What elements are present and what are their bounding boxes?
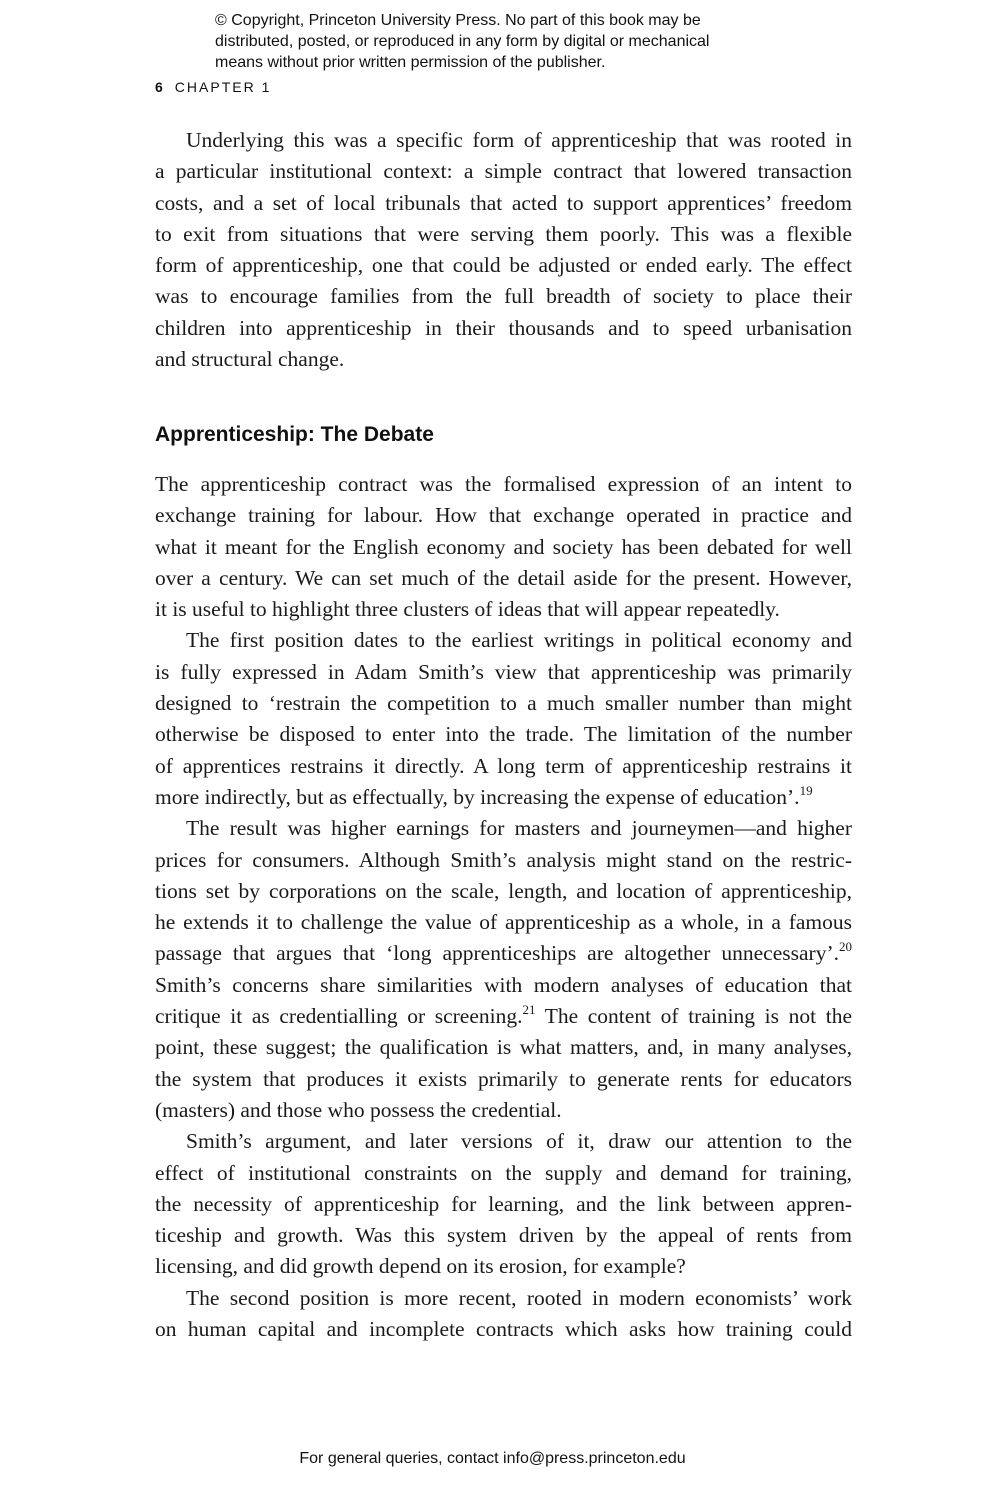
footer-contact: For general queries, contact info@press.princeton.edu [299, 1450, 686, 1467]
text-line [155, 938, 852, 969]
chapter-label: CHAPTER 1 [174, 79, 272, 95]
copyright-line: © Copyright, Princeton University Press. No part of this book may be [215, 12, 701, 29]
text-line: form of apprenticeship, one that could be adjusted or ended early. The effect [155, 253, 852, 278]
text-line: licensing, and did growth depend on its erosion, for example? [155, 1254, 686, 1279]
text-line: Smith’s argument, and later versions of it, draw our attention to the [186, 1129, 852, 1154]
text-line: costs, and a set of local tribunals that acted to support apprentices’ freedom [155, 190, 852, 215]
footnote-ref-21: 21 [522, 1002, 536, 1018]
text-line: ticeship and growth. Was this system driven by the appeal of rents from [155, 1223, 852, 1248]
text-line: The apprenticeship contract was the formalised expression of an intent to [155, 472, 852, 496]
text-line: The second position is more recent, rooted in modern economists’ work [186, 1285, 852, 1310]
copyright-notice [215, 10, 815, 73]
text-line: is fully expressed in Adam Smith’s view that apprenticeship was primarily [155, 659, 852, 684]
text-line: point, these suggest; the qualification is what matters, and, in many analyses, [155, 1035, 852, 1060]
text-line: Smith’s concerns share similarities with modern analyses of education that [155, 972, 852, 997]
text-line: the system that produces it exists primarily to generate rents for educators [155, 1066, 852, 1091]
text-line: The result was higher earnings for masters and journeymen—and higher [186, 816, 852, 841]
text-line: to exit from situations that were serving them poorly. This was a flexible [155, 221, 852, 246]
text-line: effect of institutional constraints on the supply and demand for training, [155, 1160, 852, 1185]
text-line: the necessity of apprenticeship for learning, and the link between appren- [155, 1191, 852, 1216]
text-line: designed to ‘restrain the competition to a much smaller number than might [155, 691, 852, 716]
text-line: what it meant for the English economy and society has been debated for well [155, 534, 852, 559]
intro-paragraph [155, 125, 852, 375]
body-text [155, 469, 852, 1345]
text-line: otherwise be disposed to enter into the trade. The limitation of the number [155, 722, 852, 747]
copyright-line: distributed, posted, or reproduced in any form by digital or mechanical [215, 33, 710, 50]
text-fragment: The content of training is not the [535, 1004, 852, 1029]
text-line: tions set by corporations on the scale, length, and location of apprenticeship, [155, 878, 852, 903]
text-line: children into apprenticeship in their thousands and to speed urbanisation [155, 315, 852, 340]
running-head [155, 79, 271, 95]
text-line: on human capital and incomplete contracts which asks how training could [155, 1317, 852, 1342]
text-line [155, 782, 852, 813]
text-fragment: passage that argues that ‘long apprenticeships are altogether unnecessary’. [155, 941, 839, 966]
text-line [155, 1001, 852, 1032]
text-line: and structural change. [155, 347, 345, 372]
footnote-ref-20: 20 [839, 939, 852, 955]
text-line: Underlying this was a specific form of apprenticeship that was rooted in [186, 128, 852, 152]
footnote-ref-19: 19 [799, 782, 813, 798]
text-line: of apprentices restrains it directly. A long term of apprenticeship restrains it [155, 753, 852, 778]
copyright-line: means without prior written permission of the publisher. [215, 54, 606, 71]
text-line: it is useful to highlight three clusters of ideas that will appear repeatedly. [155, 597, 780, 622]
text-fragment: critique it as credentialling or screening. [155, 1004, 523, 1029]
text-line: a particular institutional context: a simple contract that lowered transaction [155, 159, 852, 184]
text-line: prices for consumers. Although Smith’s analysis might stand on the restric- [155, 847, 852, 872]
text-line: he extends it to challenge the value of apprenticeship as a whole, in a famous [155, 910, 852, 935]
text-line: The first position dates to the earliest writings in political economy and [186, 628, 852, 653]
section-heading: Apprenticeship: The Debate [155, 423, 434, 446]
text-line: was to encourage families from the full breadth of society to place their [155, 284, 852, 309]
text-line: (masters) and those who possess the credential. [155, 1097, 562, 1122]
text-line: exchange training for labour. How that exchange operated in practice and [155, 503, 852, 528]
page-number: 6 [155, 79, 163, 95]
text-fragment: more indirectly, but as effectually, by increasing the expense of education’. [155, 784, 800, 809]
text-line: over a century. We can set much of the detail aside for the present. However, [155, 565, 852, 590]
